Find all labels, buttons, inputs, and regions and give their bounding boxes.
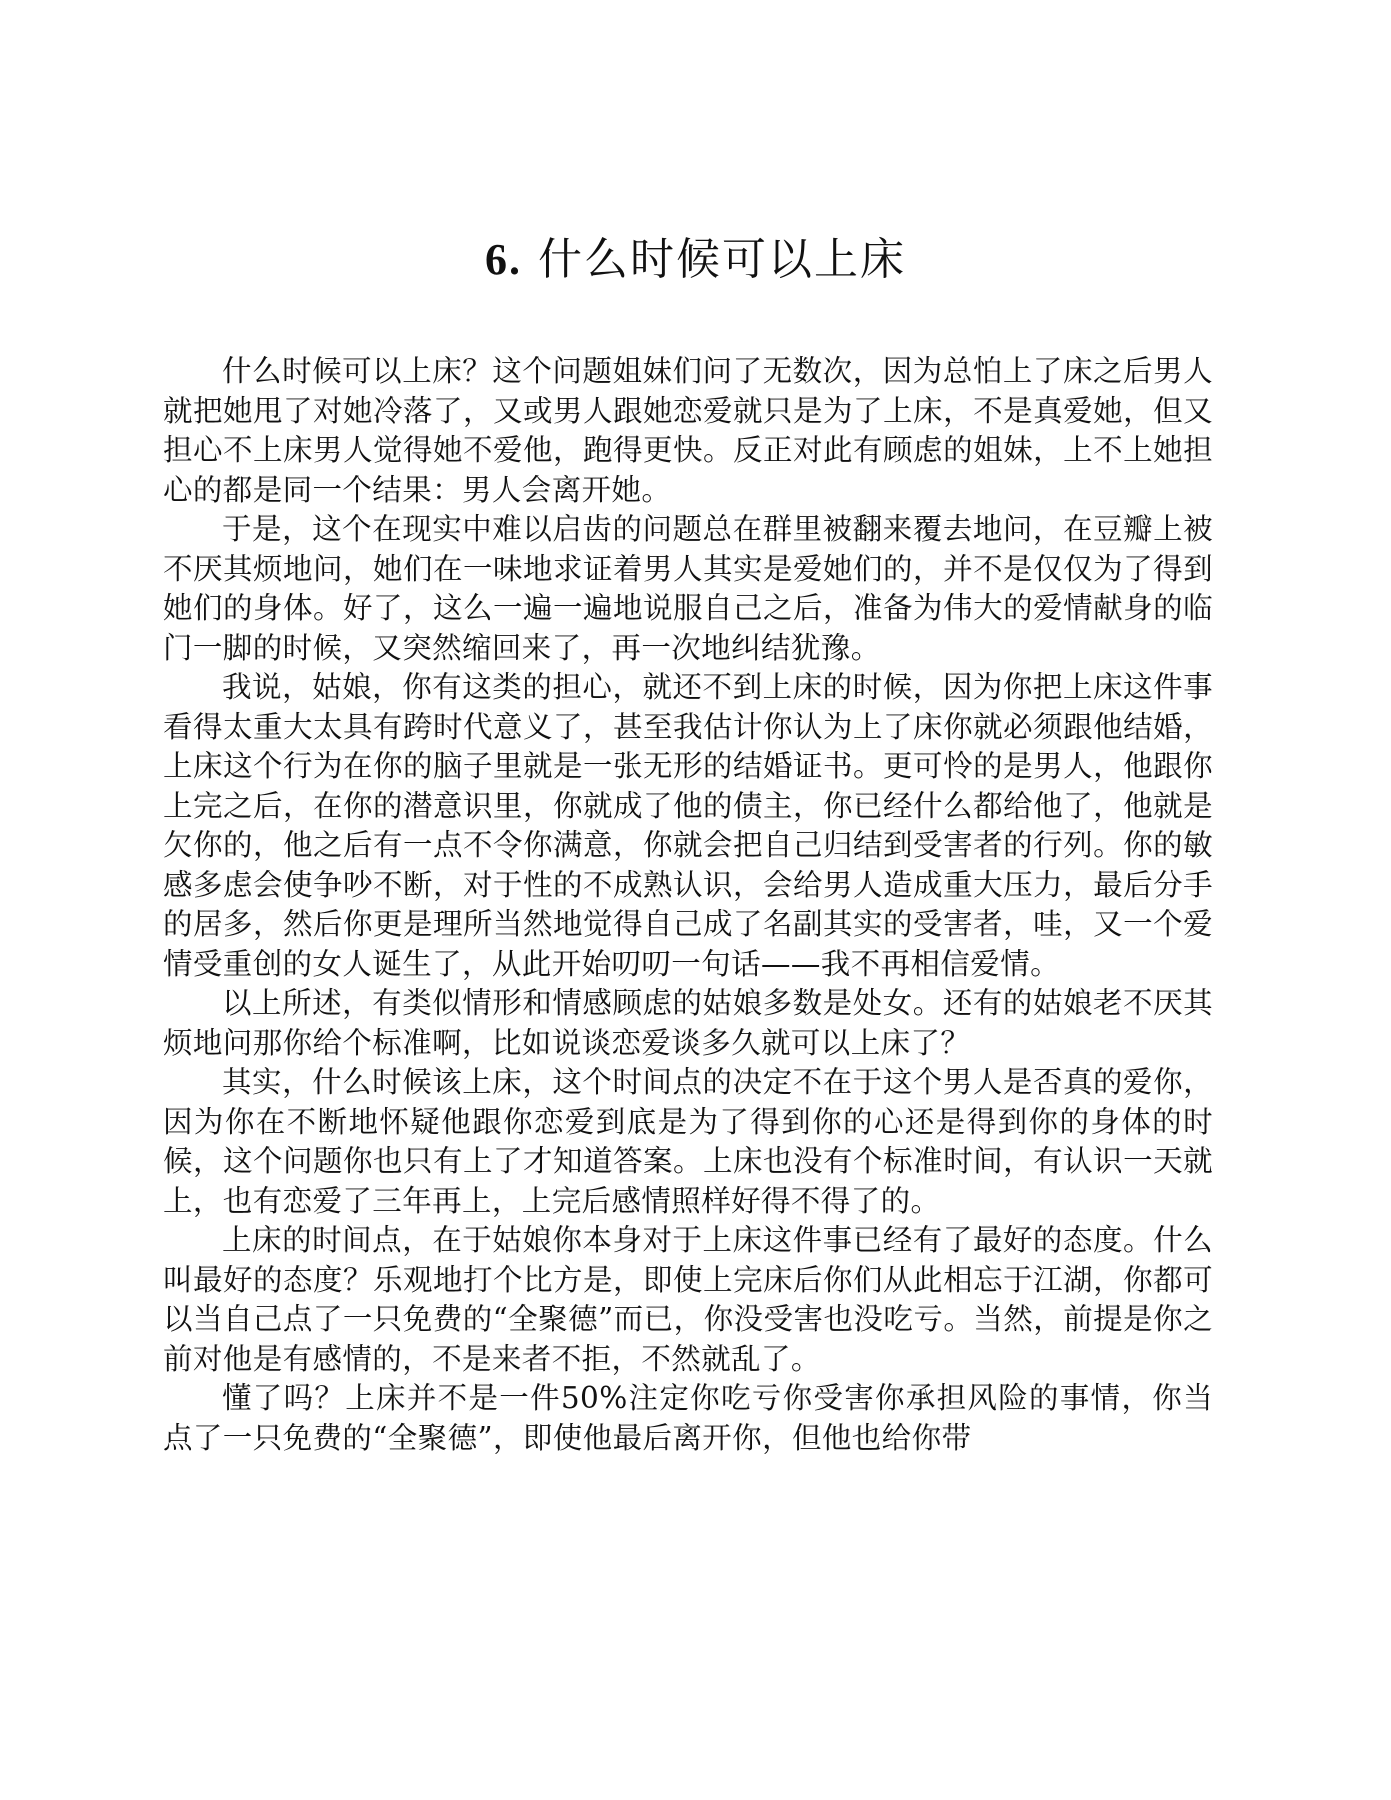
paragraph: 懂了吗？上床并不是一件50%注定你吃亏你受害你承担风险的事情，你当点了一只免费的“全聚德”，即使他最后离开你，但他也给你带 [163, 1381, 1213, 1455]
chapter-number: 6. [485, 235, 522, 284]
paragraph: 于是，这个在现实中难以启齿的问题总在群里被翻来覆去地问，在豆瓣上被不厌其烦地问，她们在一味地求证着男人其实是爱她们的，并不是仅仅为了得到她们的身体。好了，这么一遍一遍地说服自己之后，准备为伟大的爱情献身的临门一脚的时候，又突然缩回来了，再一次地纠结犹豫。 [163, 512, 1213, 665]
body-text [163, 352, 1213, 1458]
paragraph: 上床的时间点，在于姑娘你本身对于上床这件事已经有了最好的态度。什么叫最好的态度？乐观地打个比方是，即使上完床后你们从此相忘于江湖，你都可以当自己点了一只免费的“全聚德”而已，你没受害也没吃亏。当然，前提是你之前对他是有感情的，不是来者不拒，不然就乱了。 [163, 1223, 1213, 1376]
chapter-title [0, 230, 1391, 290]
paragraph: 我说，姑娘，你有这类的担心，就还不到上床的时候，因为你把上床这件事看得太重大太具有跨时代意义了，甚至我估计你认为上了床你就必须跟他结婚，上床这个行为在你的脑子里就是一张无形的结婚证书。更可怜的是男人，他跟你上完之后，在你的潜意识里，你就成了他的债主，你已经什么都给他了，他就是欠你的，他之后有一点不令你满意，你就会把自己归结到受害者的行列。你的敏感多虑会使争吵不断，对于性的不成熟认识，会给男人造成重大压力，最后分手的居多，然后你更是理所当然地觉得自己成了名副其实的受害者，哇，又一个爱情受重创的女人诞生了，从此开始叨叨一句话——我不再相信爱情。 [163, 670, 1213, 981]
chapter-title-text: 什么时候可以上床 [538, 234, 906, 285]
paragraph: 其实，什么时候该上床，这个时间点的决定不在于这个男人是否真的爱你，因为你在不断地怀疑他跟你恋爱到底是为了得到你的心还是得到你的身体的时候，这个问题你也只有上了才知道答案。上床也没有个标准时间，有认识一天就上，也有恋爱了三年再上，上完后感情照样好得不得了的。 [163, 1065, 1213, 1218]
paragraph: 以上所述，有类似情形和情感顾虑的姑娘多数是处女。还有的姑娘老不厌其烦地问那你给个标准啊，比如说谈恋爱谈多久就可以上床了？ [163, 986, 1213, 1060]
paragraph: 什么时候可以上床？这个问题姐妹们问了无数次，因为总怕上了床之后男人就把她甩了对她冷落了，又或男人跟她恋爱就只是为了上床，不是真爱她，但又担心不上床男人觉得她不爱他，跑得更快。反正对此有顾虑的姐妹，上不上她担心的都是同一个结果：男人会离开她。 [163, 354, 1213, 507]
